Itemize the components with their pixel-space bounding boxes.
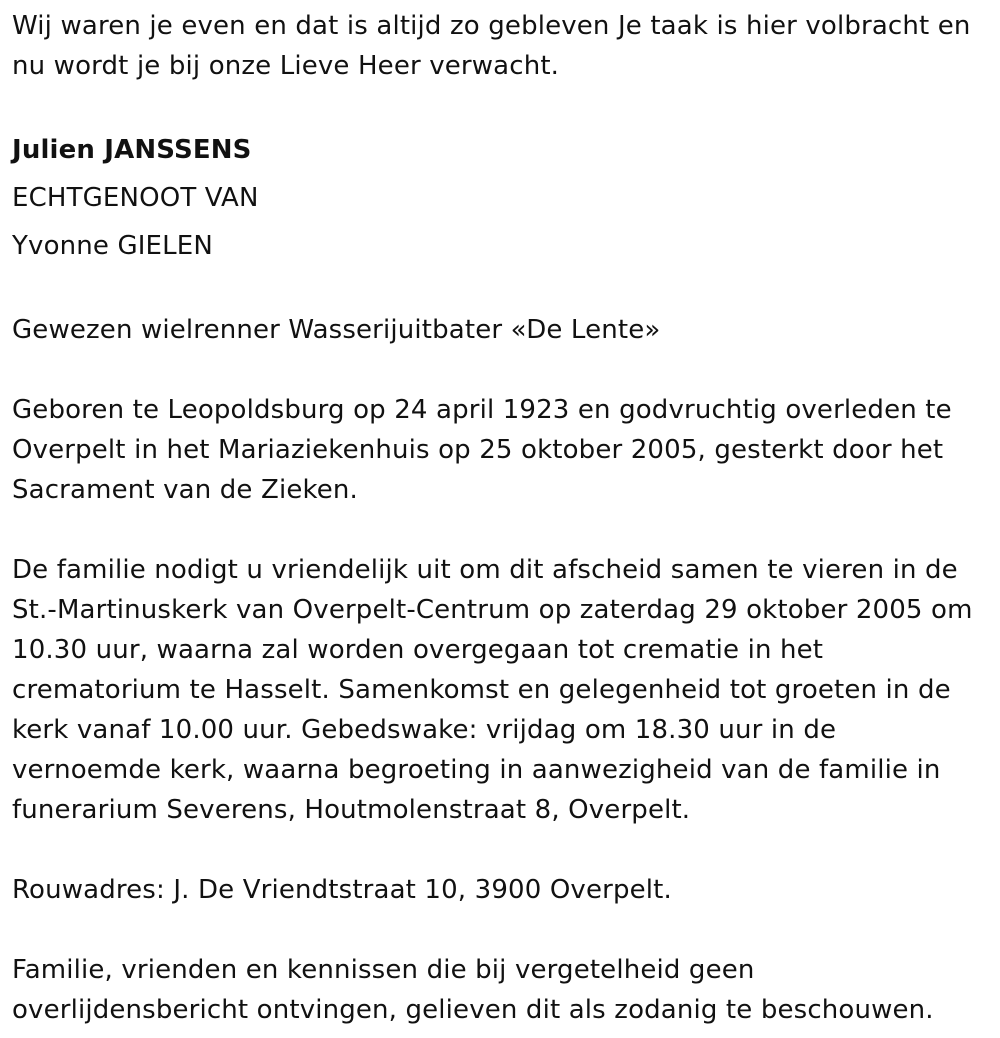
occupation-text: Gewezen wielrenner Wasserijuitbater «De Lente»: [12, 315, 661, 345]
closing-text: Familie, vrienden en kennissen die bij vergetelheid geen overlijdensbericht ontvingen, gelieven dit als zodanig te beschouwen.: [12, 955, 934, 1025]
birth-death-text: Geboren te Leopoldsburg op 24 april 1923 en godvruchtig overleden te Overpelt in het Mariaziekenhuis op 25 oktober 2005, gesterkt door het Sacrament van de Zieken.: [12, 395, 952, 505]
spacer: [12, 86, 992, 126]
relation-label: ECHTGENOOT VAN: [12, 183, 259, 213]
spacer: [12, 350, 992, 390]
intro-poem: Wij waren je even en dat is altijd zo gebleven Je taak is hier volbracht en nu wordt je bij onze Lieve Heer verwacht.: [12, 11, 971, 81]
spacer: [12, 910, 992, 950]
ceremony-text: De familie nodigt u vriendelijk uit om dit afscheid samen te vieren in de St.-Martinuskerk van Overpelt-Centrum op zaterdag 29 oktober 2005 om 10.30 uur, waarna zal worden overgegaan tot crematie in het crematorium te Hasselt. Samenkomst en gelegenheid tot groeten in de kerk vanaf 10.00 uur. Gebedswake: vrijdag om 18.30 uur in de vernoemde kerk, waarna begroeting in aanwezigheid van de familie in funerarium Severens, Houtmolenstraat 8, Overpelt.: [12, 555, 973, 825]
spouse-name: Yvonne GIELEN: [12, 231, 213, 261]
obituary-notice: [12, 6, 992, 1030]
spacer: [12, 830, 992, 870]
spacer: [12, 270, 992, 310]
mourning-address: Rouwadres: J. De Vriendtstraat 10, 3900 Overpelt.: [12, 875, 672, 905]
spacer: [12, 510, 992, 550]
deceased-name: Julien JANSSENS: [12, 135, 252, 165]
